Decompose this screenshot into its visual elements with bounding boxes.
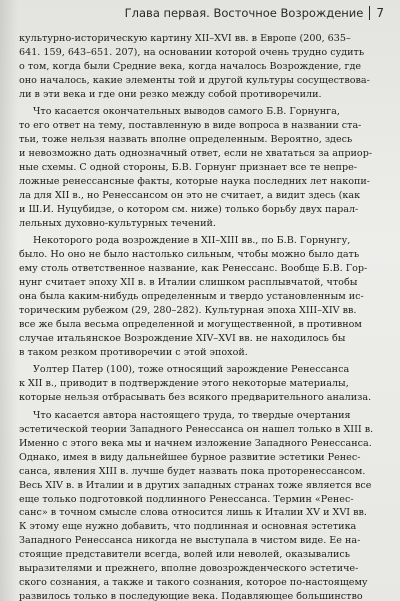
chapter-title: Глава первая. Восточное Возрождение (124, 6, 364, 20)
text-line: случае итальянское Возрождение XIV–XVI вв. не находилось бы (19, 332, 346, 344)
text-line: к XII в., приводит в подтверждение этого некоторые материалы, (19, 378, 349, 390)
text-line: то его ответ на тему, поставленную в виде вопроса в названии ста- (19, 120, 362, 132)
paragraph (19, 363, 374, 405)
text-line: тьи, тоже нельзя назвать вполне определенным. Вероятно, здесь (19, 134, 353, 146)
text-line: она была каким-нибудь определенным и твердо установленным ис- (19, 291, 364, 303)
text-line: и невозможно дать однозначный ответ, если не хвататься за априор- (19, 148, 373, 160)
main-text (19, 32, 374, 601)
text-line: Именно с этого века мы и начнем изложение Западного Ренессанса. (19, 437, 372, 449)
text-line: развилось только в последующие века. Подавляющее большинство (19, 590, 363, 601)
text-line: ла для XII в., но Ренессансом он это не считает, а видит здесь (как (19, 189, 361, 201)
text-line: ему столь ответственное название, как Ренессанс. Вообще Б.В. Гор- (19, 263, 368, 275)
paragraph (19, 105, 374, 230)
text-line: эстетической теории Западного Ренессанса он нашел только в XIII в. (19, 424, 374, 436)
text-line: оно началось, какие элементы той и другой культуры сосуществова- (19, 74, 370, 86)
running-head (125, 6, 384, 20)
text-line: стоящие представители всегда, волей или неволей, оказывались (19, 549, 350, 561)
page-number: 7 (376, 6, 384, 20)
text-line: которые нельзя отбрасывать без всякого предварительного анализа. (19, 392, 372, 404)
text-line: ли в эти века и где они резко между собой противоречили. (19, 88, 322, 100)
text-line: ложные ренессансные факты, которые наука последних лет накопи- (19, 175, 371, 187)
text-line: все же была весьма определенной и могущественной, в противном (19, 318, 362, 330)
text-line: нунг считает эпоху XII в. в Италии слишком расплывчатой, чтобы (19, 277, 358, 289)
text-line: Уолтер Патер (100), тоже относящий зарождение Ренессанса (33, 364, 350, 376)
text-line: культурно-историческую картину XII–XVI вв. в Европе (200, 635– (19, 33, 351, 44)
text-line: санс» в точном смысле слова относится лишь к Италии XV и XVI вв. (19, 507, 367, 519)
header-divider (369, 6, 370, 20)
paragraph (19, 234, 374, 359)
text-line: выразителями и прежнего, вполне довозрожденческого эстетиче- (19, 562, 359, 574)
text-line: торическим рубежом (29, 280–282). Культурная эпоха XIII–XIV вв. (19, 304, 357, 316)
text-line: Весь XIV в. в Италии и в других западных странах тоже является все (19, 479, 372, 491)
text-line: Что касается окончательных выводов самого Б.В. Горнунга, (33, 106, 340, 118)
text-line: К этому еще нужно добавить, что подлинная и основная эстетика (19, 521, 357, 533)
text-line: Некоторого рода возрождение в XII–XIII вв., по Б.В. Горнунгу, (33, 235, 351, 247)
text-line: ные схемы. С одной стороны, Б.В. Горнунг признает все те непре- (19, 162, 358, 174)
paragraph (19, 32, 374, 101)
text-line: в таком резком противоречии с этой эпохой. (19, 346, 248, 358)
text-line: ского сознания, а также и такого сознания, которое по-настоящему (19, 576, 368, 588)
text-line: санса, явления XIII в. лучше будет назвать пока проторенессансом. (19, 465, 366, 477)
text-line: лельных духовно-культурных течений. (19, 217, 216, 229)
text-line: еще только подготовкой подлинного Ренессанса. Термин «Ренес- (19, 493, 354, 505)
text-line: было. Но оно не было настолько сильным, чтобы можно было дать (19, 249, 360, 261)
paragraph (19, 409, 374, 601)
text-line: Западного Ренессанса никогда не выступала в чистом виде. Ее на- (19, 535, 361, 547)
text-line: Что касается автора настоящего труда, то твердые очертания (33, 410, 351, 422)
text-line: 641. 159, 643–651. 207), на основании которой очень трудно судить (19, 46, 365, 58)
text-line: и Ш.И. Нуцубидзе, о котором см. ниже) только борьбу двух парал- (19, 203, 359, 215)
text-line: о том, когда были Средние века, когда началось Возрождение, где (19, 60, 362, 72)
text-line: Однако, имея в виду дальнейшее бурное развитие эстетики Ренес- (19, 451, 361, 463)
